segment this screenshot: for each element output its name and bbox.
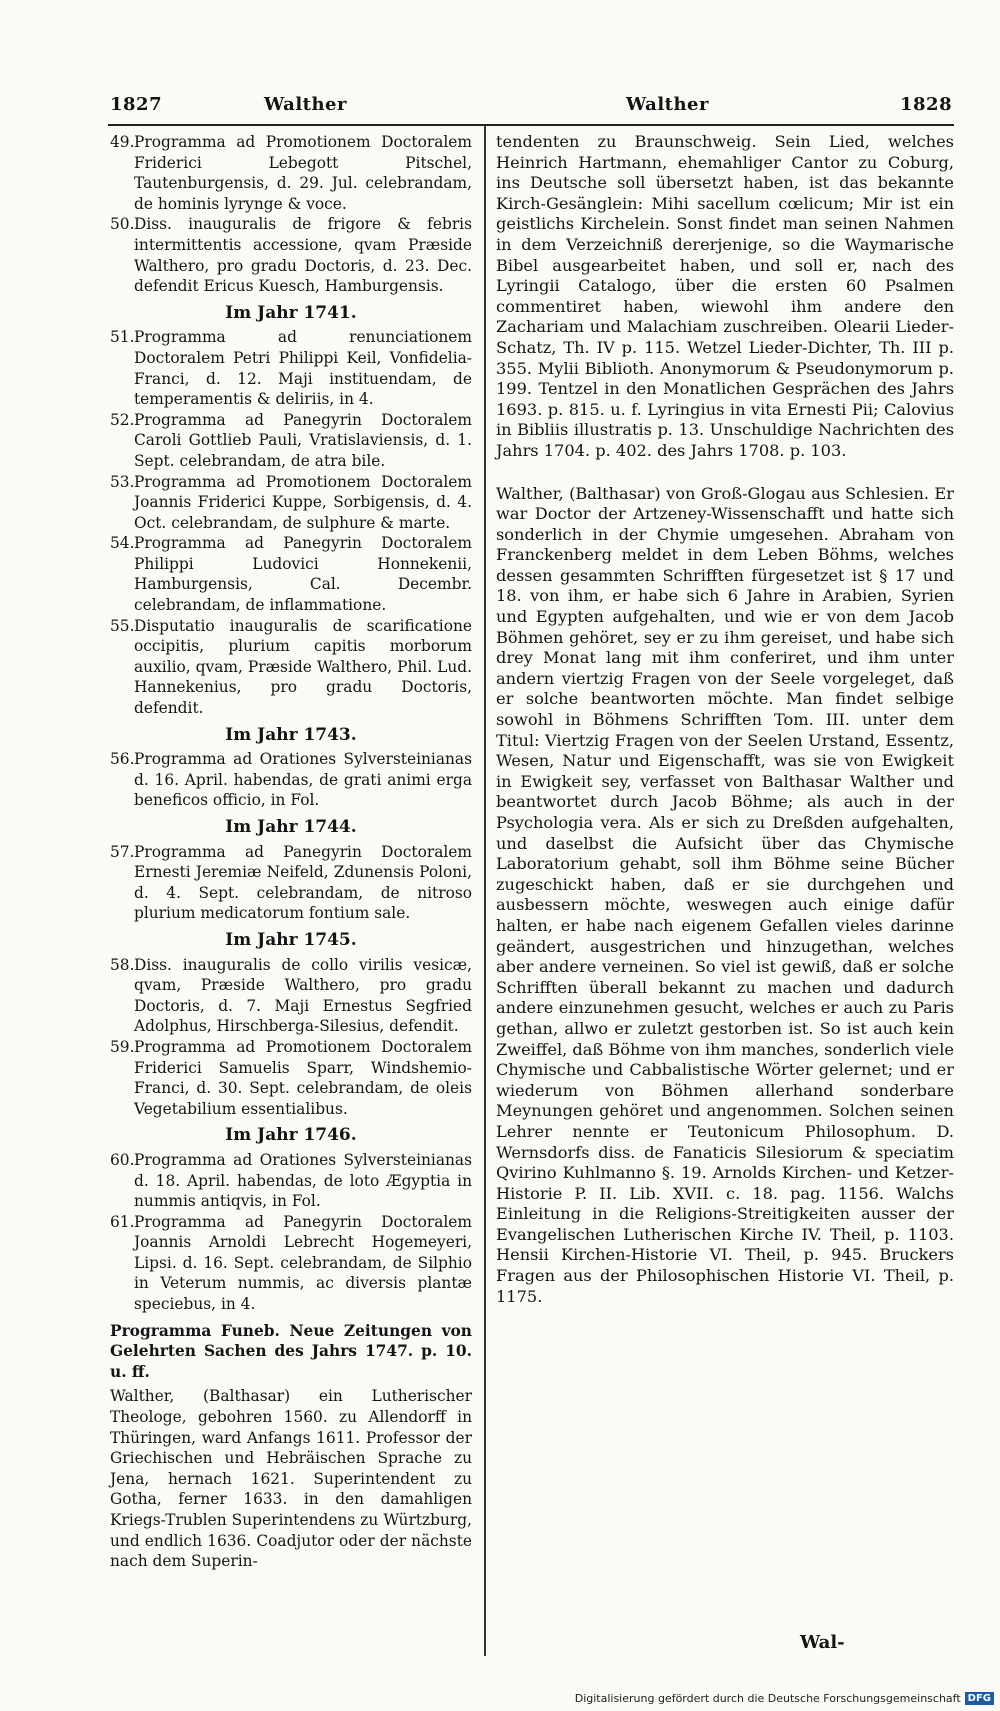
page-number-right: 1828: [900, 94, 953, 115]
running-title-left: Walther: [264, 94, 347, 115]
entry-number: 56.: [110, 750, 135, 769]
entry-text: Programma ad Orationes Sylversteinianas d. 18. April. habendas, de loto Ægyptia in nummis antiqvis, in Fol.: [134, 1150, 472, 1211]
left-column: [110, 132, 472, 1572]
entry-text: Diss. inauguralis de collo virilis vesicæ, qvam, Præside Walthero, pro gradu Doctoris, d. 7. Maji Ernestus Segfried Adolphus, Hirschberga-Silesius, defendit.: [134, 955, 472, 1036]
program-entry: [110, 1150, 472, 1212]
program-entry: [110, 842, 472, 924]
entry-text: Programma ad Promotionem Doctoralem Joannis Friderici Kuppe, Sorbigensis, d. 4. Oct. celebrandam, de sulphure & marte.: [134, 472, 472, 532]
year-heading-1743: Im Jahr 1743.: [225, 724, 357, 745]
program-entry: [110, 472, 472, 534]
program-entry: [110, 1037, 472, 1119]
year-heading-1741: Im Jahr 1741.: [225, 302, 357, 323]
entry-text: Programma ad Orationes Sylversteinianas d. 16. April. habendas, de grati animi erga beneficos officio, in Fol.: [134, 750, 472, 810]
entry-number: 61.: [110, 1212, 135, 1231]
entry-text: Programma ad Panegyrin Doctoralem Joannis Arnoldi Lebrecht Hogemeyeri, Lipsi. d. 16. Sept. celebrandam, de Silphio in Veterum nummis, ac diversis plantæ speciebus, in 4.: [134, 1212, 472, 1314]
biography-walther-physician: Walther, (Balthasar) von Groß-Glogau aus Schlesien. Er war Doctor der Artzeney-Wissenschafft und hatte sich sonderlich in der Chymie umgesehen. Abraham von Franckenberg meldet in dem Leben Böhms, welches dessen gesammten Schrifften fürgesetzet ist § 17 und 18. von ihm, er habe sich 6 Jahre in Arabien, Syrien und Egypten aufgehalten, und wie er von dem Jacob Böhmen gehöret, sey er zu ihm gereiset, und habe sich drey Monat lang mit ihm conferiret, und ihm unter andern viertzig Fragen von der Seele vorgeleget, daß er solche beantworten möchte. Man findet selbige sowohl in Böhmens Schrifften Tom. III. unter dem Titul: Viertzig Fragen von der Seelen Urstand, Essentz, Wesen, Natur und Eigenschafft, was sie von Ewigkeit in Ewigkeit sey, verfasset von Balthasar Walther und beantwortet durch Jacob Böhme; als auch in der Psychologia vera. Als er sich zu Dreßden aufgehalten, und daselbst die Aufsicht über das Chymische Laboratorium gehabt, soll ihm Böhme seine Bücher zugeschickt haben, daß er sie durchgehen und ausbessern möchte, weswegen auch einige dafür halten, er habe nach eigenem Gefallen vieles darinne geändert, ausgestrichen und hinzugethan, welches aber andere verneinen. So viel ist gewiß, daß er solche Schrifften überall bekannt zu machen und dadurch andere einzunehmen gesucht, welches er auch zu Paris gethan, allwo er zuletzt gestorben ist. So ist auch kein Zweiffel, daß Böhme von ihm manches, sonderlich viele Chymische und Cabbalistische Wörter gelernet; und er wiederum von Böhmen allerhand sonderbare Meynungen gehöret und angenommen. Solchen seinen Lehrer nennte er Teutonicum Philosophum. D. Wernsdorfs diss. de Fanaticis Silesiorum & speciatim Qvirino Kuhlmanno §. 19. Arnolds Kirchen- und Ketzer-Historie P. II. Lib. XVII. c. 18. pag. 1156. Walchs Einleitung in die Religions-Streitigkeiten ausser der Evangelischen Lutherischen Kirche IV. Theil, p. 1103. Hensii Kirchen-Historie VI. Theil, p. 945. Bruckers Fragen aus der Philosophischen Historie VI. Theil, p. 1175.: [496, 483, 954, 1306]
running-title-right: Walther: [626, 94, 709, 115]
funeral-program-reference: Programma Funeb. Neue Zeitungen von Gelehrten Sachen des Jahrs 1747. p. 10. u. ff.: [110, 1321, 472, 1381]
entry-number: 49.: [110, 133, 135, 151]
year-heading-1746: Im Jahr 1746.: [225, 1125, 357, 1146]
entries-1741: [110, 327, 472, 718]
entry-text: Programma ad Panegyrin Doctoralem Caroli Gottlieb Pauli, Vratislaviensis, d. 1. Sept. celebrandam, de atra bile.: [134, 410, 472, 470]
header-rule: [108, 124, 954, 126]
page-number-left: 1827: [110, 94, 163, 115]
entries-1744: [110, 842, 472, 924]
entry-text: Programma ad Panegyrin Doctoralem Philippi Ludovici Honnekenii, Hamburgensis, Cal. Decembr. celebrandam, de inflammatione.: [134, 534, 472, 615]
entry-text: Disputatio inauguralis de scarificatione occipitis, plurium capitis morborum auxilio, qvam, Præside Walthero, Phil. Lud. Hannekenius, pro gradu Doctoris, defendit.: [134, 616, 472, 718]
entry-text: Programma ad Panegyrin Doctoralem Ernesti Jeremiæ Neifeld, Zdunensis Poloni, d. 4. Sept. celebrandam, de nitroso plurium medicatorum fontium sale.: [134, 842, 472, 923]
entry-text: Programma ad Promotionem Doctoralem Friderici Lebegott Pitschel, Tautenburgensis, d. 29. Jul. celebrandam, de hominis lyrynge & voce.: [134, 133, 472, 213]
right-column: [496, 132, 954, 1307]
program-entry: [110, 749, 472, 811]
program-entry: [110, 616, 472, 719]
entry-number: 50.: [110, 215, 135, 234]
entries-1740: [110, 132, 472, 297]
entry-number: 51.: [110, 328, 135, 347]
program-entry: [110, 1212, 472, 1315]
footer-text: Digitalisierung gefördert durch die Deutsche Forschungsgemeinschaft: [574, 1692, 961, 1705]
program-entry: [110, 327, 472, 409]
program-entry: [110, 214, 472, 296]
year-heading-1744: Im Jahr 1744.: [225, 817, 357, 837]
entry-text: Programma ad renunciationem Doctoralem Petri Philippi Keil, Vonfidelia-Franci, d. 12. Maji instituendam, de temperamentis & deliriis, in 4.: [134, 328, 472, 409]
column-divider: [484, 126, 486, 1656]
entry-number: 55.: [110, 616, 135, 635]
program-entry: [110, 132, 472, 214]
entries-1743: [110, 749, 472, 811]
paragraph-gap: [496, 462, 954, 484]
program-entry: [110, 955, 472, 1037]
catchword: Wal-: [800, 1632, 845, 1653]
entries-1746: [110, 1150, 472, 1315]
entry-number: 60.: [110, 1150, 135, 1169]
biography-continuation: tendenten zu Braunschweig. Sein Lied, welches Heinrich Hartmann, ehemahliger Cantor zu Coburg, ins Deutsche soll übersetzt haben, ist das bekannte Kirch-Gesänglein: Mihi sacellum cœlicum; Mir ist ein geistlichs Kirchelein. Sonst findet man seinen Nahmen in dem Verzeichniß dererjenige, so die Waymarische Bibel ausgearbeitet haben, und soll er, nach des Lyringii Catalogo, über die ersten 60 Psalmen commentiret haben, wiewohl ihm andere den Zachariam und Malachiam zuschreiben. Olearii Lieder-Schatz, Th. IV p. 115. Wetzel Lieder-Dichter, Th. III p. 355. Mylii Biblioth. Anonymorum & Pseudonymorum p. 199. Tentzel in den Monatlichen Gesprächen des Jahrs 1693. p. 815. u. f. Lyringius in vita Ernesti Pii; Calovius in Bibliis illustratis p. 13. Unschuldige Nachrichten des Jahrs 1704. p. 402. des Jahrs 1708. p. 103.: [496, 132, 954, 460]
digitization-footer: [575, 1692, 994, 1705]
entry-number: 52.: [110, 410, 135, 429]
biography-walther-theologian: Walther, (Balthasar) ein Lutherischer Theologe, gebohren 1560. zu Allendorff in Thüringen, ward Anfangs 1611. Professor der Griechischen und Hebräischen Sprache zu Jena, hernach 1621. Superintendent zu Gotha, ferner 1633. in den damahligen Kriegs-Trublen Superintendens zu Würtzburg, und endlich 1636. Coadjutor oder der nächste nach dem Superin-: [110, 1387, 472, 1571]
entries-1745: [110, 955, 472, 1120]
program-entry: [110, 410, 472, 472]
entry-text: Diss. inauguralis de frigore & febris intermittentis accessione, qvam Præside Walthero, pro gradu Doctoris, d. 23. Dec. defendit Ericus Kuesch, Hamburgensis.: [134, 215, 472, 296]
entry-number: 59.: [110, 1037, 135, 1056]
year-heading-1745: Im Jahr 1745.: [225, 929, 357, 950]
entry-number: 54.: [110, 534, 135, 553]
entry-number: 58.: [110, 955, 135, 974]
entry-number: 57.: [110, 842, 135, 861]
program-entry: [110, 533, 472, 615]
entry-text: Programma ad Promotionem Doctoralem Friderici Samuelis Sparr, Windshemio-Franci, d. 30. Sept. celebrandam, de oleis Vegetabilium essentialibus.: [134, 1037, 472, 1118]
dfg-logo: DFG: [965, 1692, 994, 1705]
entry-number: 53.: [110, 472, 135, 491]
